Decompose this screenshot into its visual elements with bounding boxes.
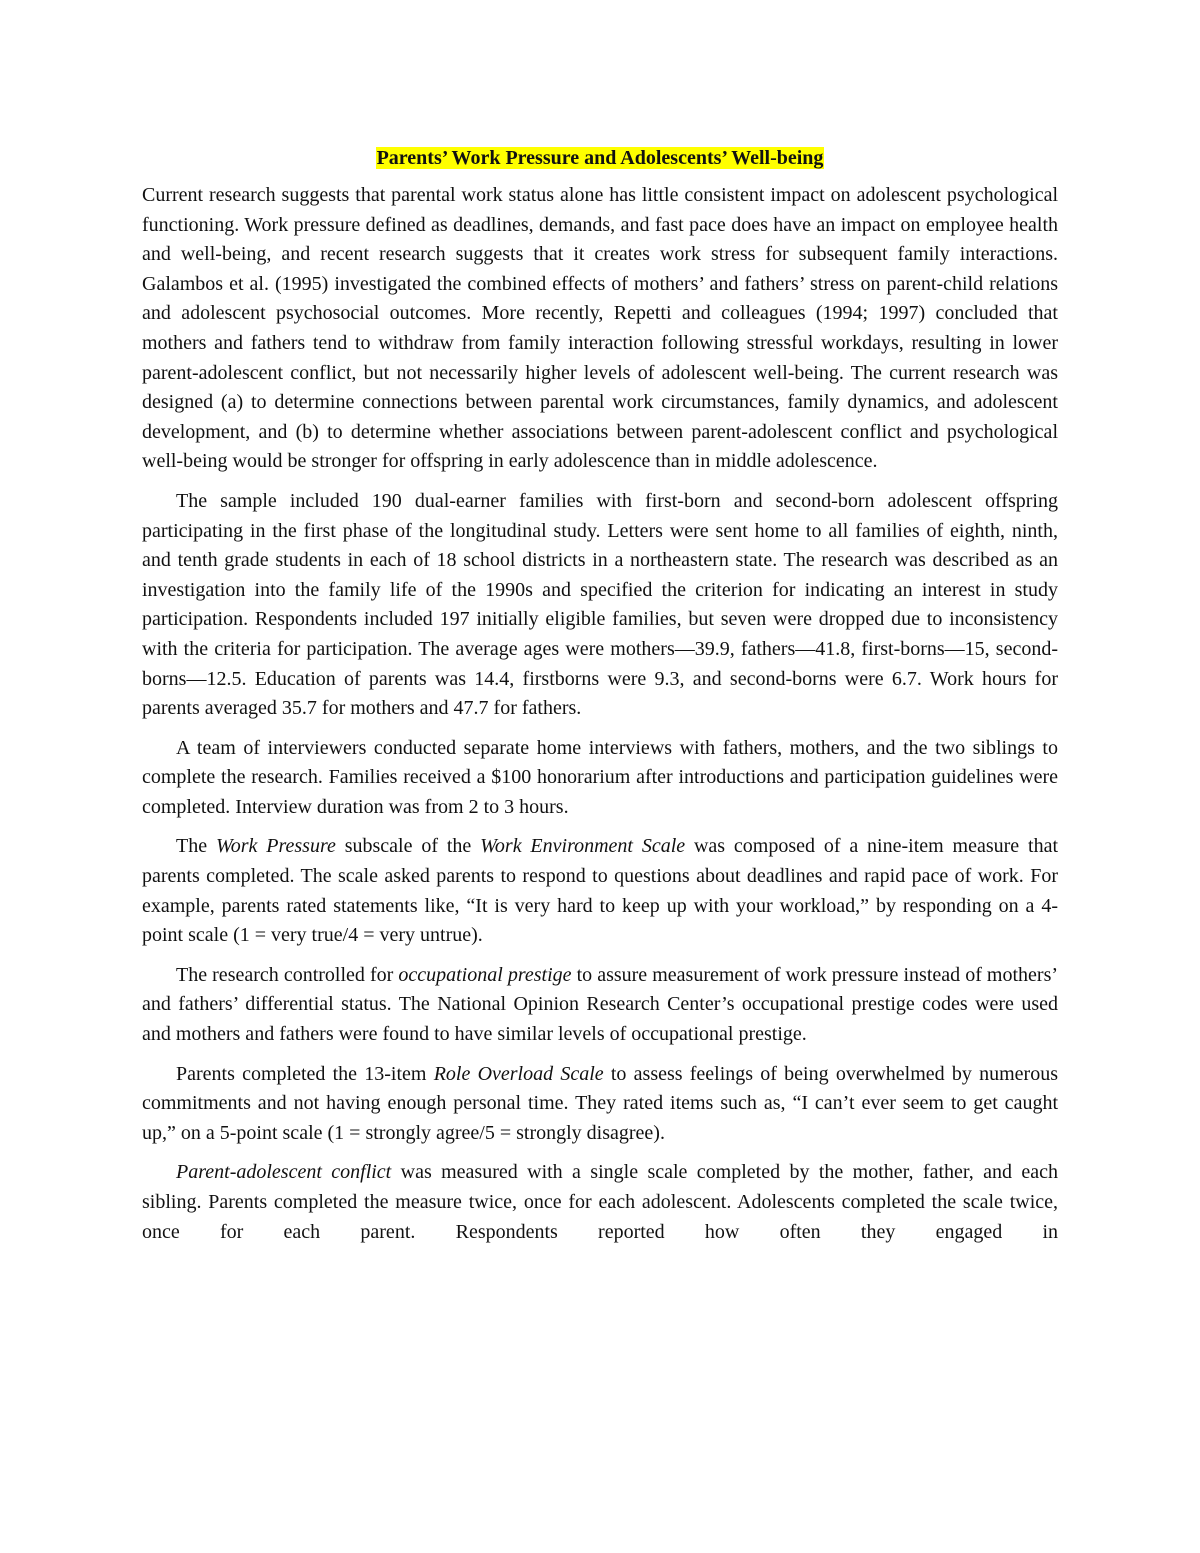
text-run: The <box>176 835 216 858</box>
scale-name-italic: Work Pressure <box>215 835 336 858</box>
term-italic: Parent-adolescent conflict <box>176 1161 392 1184</box>
paragraph-interviews: A team of interviewers conducted separate home interviews with fathers, mothers, and the two siblings to complete the research. Families received a $100 honorarium after introductions and participation guidelines were completed. Interview duration was from 2 to 3 hours. <box>142 736 1058 818</box>
text-run: to assess feelings of being overwhelmed by numerous commitments and not having enough personal time. They rated items such as, “I can’t ever seem to get caught up,” on a 5-point scale (1 = strongly agree/5 = strongly disagree). <box>142 1062 1058 1144</box>
text-run: to assure measurement of work pressure instead of mothers’ and fathers’ differential status. The National Opinion Research Center’s occupational prestige codes were used and mothers and fathers were found to have similar levels of occupational prestige. <box>142 963 1059 1046</box>
document-title: Parents’ Work Pressure and Adolescents’ Well-being <box>376 147 824 169</box>
text-run: was composed of a nine-item measure that parents completed. The scale asked parents to respond to questions about deadlines and rapid pace of work. For example, parents rated statements like, “It is very hard to keep up with your workload,” by responding on a 4-point scale (1 = very true/4 = very untrue). <box>142 835 1058 947</box>
scale-name-italic: Role Overload Scale <box>433 1062 604 1085</box>
document-body <box>142 144 1058 1247</box>
paragraph-intro: Current research suggests that parental work status alone has little consistent impact on adolescent psychological functioning. Work pressure defined as deadlines, demands, and fast pace does have an impact on employee health and well-being, and recent research suggests that it creates work stress for subsequent family interactions. Galambos et al. (1995) investigated the combined effects of mothers’ and fathers’ stress on parent-child relations and adolescent psychosocial outcomes. More recently, Repetti and colleagues (1994; 1997) concluded that mothers and fathers tend to withdraw from family interaction following stressful workdays, resulting in lower parent-adolescent conflict, but not necessarily higher levels of adolescent well-being. The current research was designed (a) to determine connections between parental work circumstances, family dynamics, and adolescent development, and (b) to determine whether associations between parent-adolescent conflict and psychological well-being would be stronger for offspring in early adolescence than in middle adolescence. <box>142 184 1058 473</box>
text-run: was measured with a single scale completed by the mother, father, and each sibling. Parents completed the measure twice, once for each adolescent. Adolescents completed the scale twice, once for each parent. Respondents reported how often they engaged in <box>142 1161 1059 1243</box>
paragraph-work-pressure <box>142 832 1058 950</box>
paragraph-sample: The sample included 190 dual-earner families with first-born and second-born adolescent offspring participating in the first phase of the longitudinal study. Letters were sent home to all families of eighth, ninth, and tenth grade students in each of 18 school districts in a northeastern state. The research was described as an investigation into the family life of the 1990s and specified the criterion for indicating an interest in study participation. Respondents included 197 initially eligible families, but seven were dropped due to inconsistency with the criteria for participation. The average ages were mothers—39.9, fathers—41.8, first-borns—15, second-borns—12.5. Education of parents was 14.4, firstborns were 9.3, and second-borns were 6.7. Work hours for parents averaged 35.7 for mothers and 47.7 for fathers. <box>142 489 1058 720</box>
text-run: The research controlled for <box>176 963 399 986</box>
title-line <box>142 144 1058 173</box>
paragraph-role-overload <box>142 1060 1058 1149</box>
term-italic: occupational prestige <box>398 963 572 986</box>
text-run: Parents completed the 13-item <box>176 1062 434 1085</box>
scale-name-italic: Work Environment Scale <box>480 835 686 858</box>
paragraph-conflict <box>142 1158 1058 1247</box>
text-run: subscale of the <box>335 835 481 858</box>
paragraph-occupational-prestige <box>142 961 1058 1050</box>
